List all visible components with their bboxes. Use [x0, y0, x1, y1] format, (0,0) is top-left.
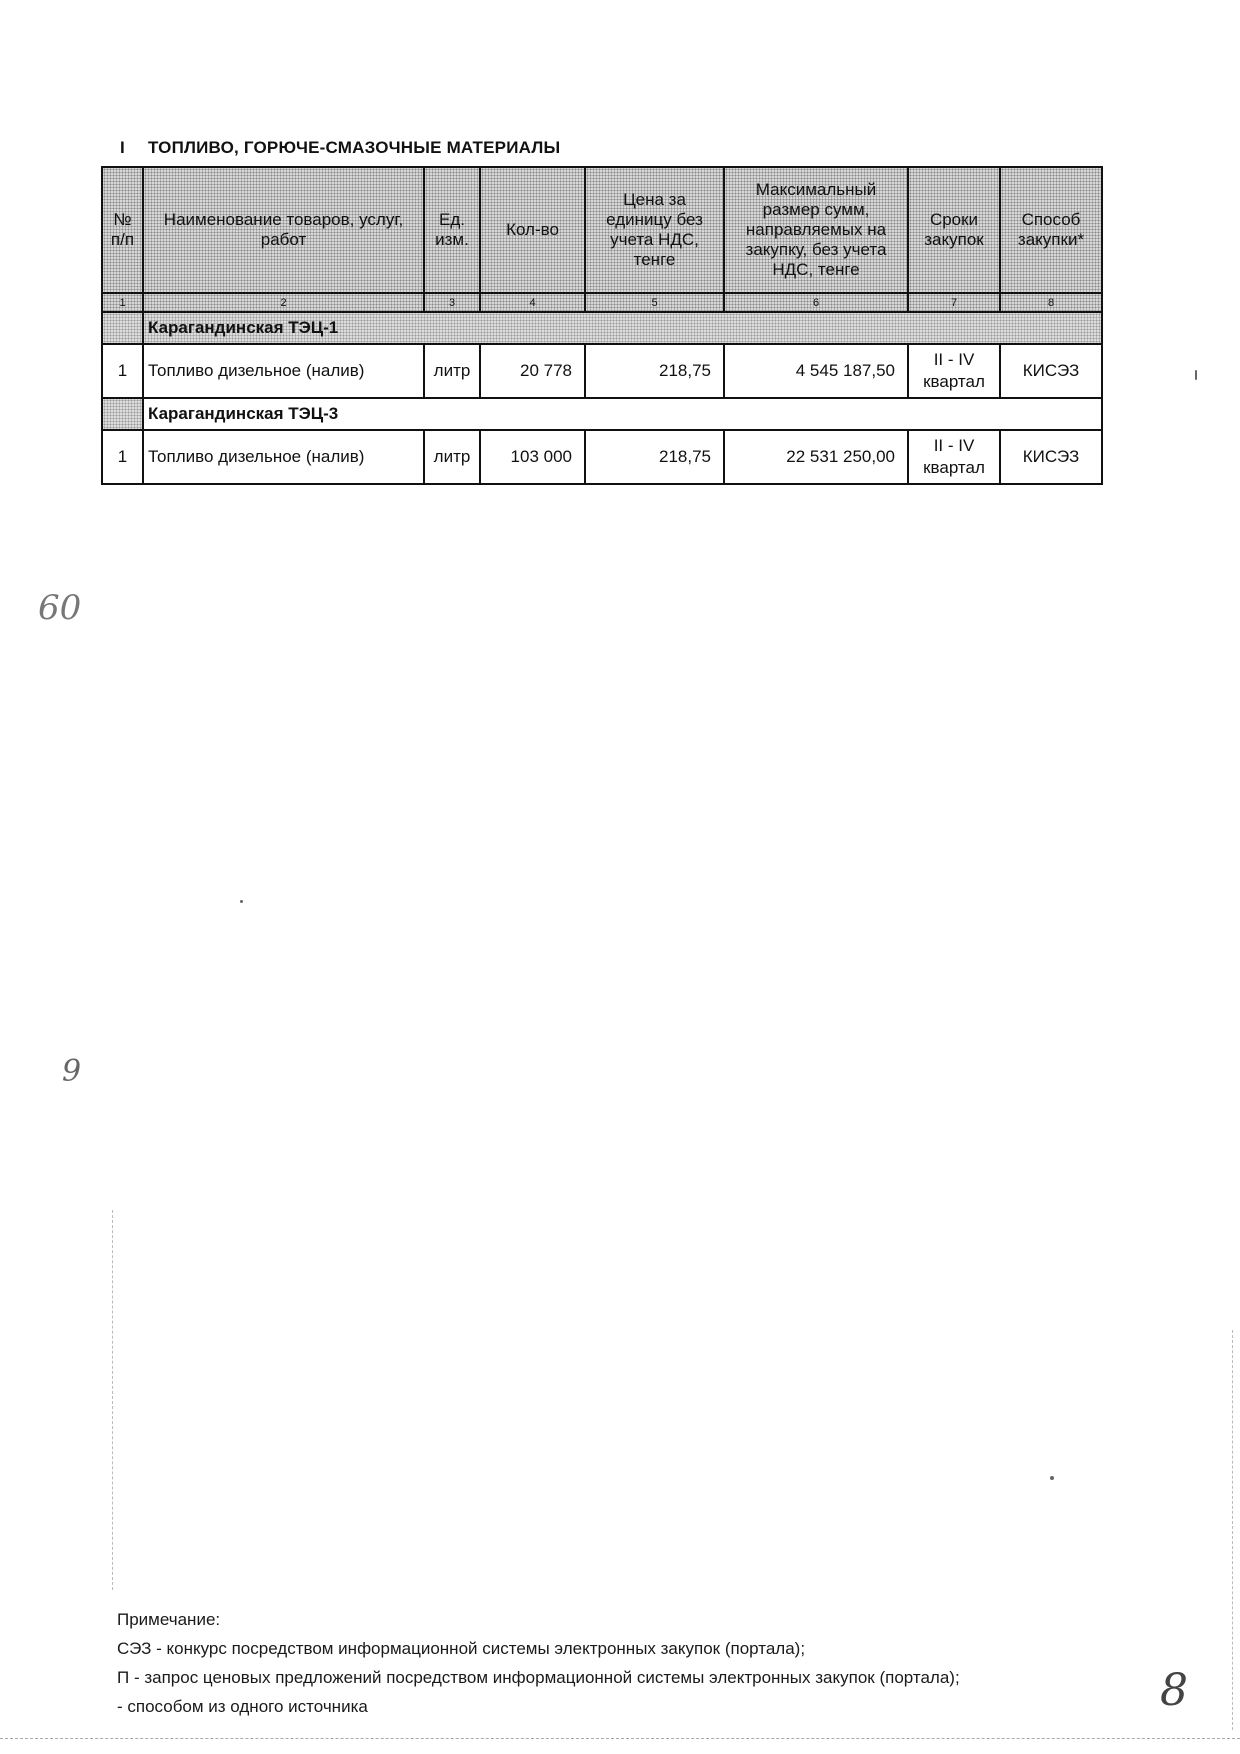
column-number-row — [102, 293, 1102, 312]
row-period-line2: квартал — [923, 458, 985, 477]
header-row — [102, 167, 1102, 293]
handwritten-mark: 9 — [62, 1054, 82, 1089]
row-qty: 103 000 — [480, 430, 585, 484]
group-row — [102, 398, 1102, 430]
column-number: 4 — [480, 293, 585, 312]
row-unit: литр — [424, 344, 480, 398]
group-blank-cell — [102, 312, 143, 344]
group-blank-cell — [102, 398, 143, 430]
row-period-line1: II - IV — [933, 350, 975, 369]
row-period — [908, 344, 1000, 398]
scan-bottom-line — [0, 1738, 1240, 1739]
row-unit: литр — [424, 430, 480, 484]
header-cell-price: Цена за единицу без учета НДС, тенге — [585, 167, 724, 293]
scan-margin-line — [112, 1210, 113, 1590]
column-number: 1 — [102, 293, 143, 312]
row-method: КИСЭЗ — [1000, 344, 1102, 398]
notes-line: СЭЗ - конкурс посредством информационной системы электронных закупок (портала); — [117, 1639, 806, 1658]
header-cell-name: Наименование товаров, услуг, работ — [143, 167, 424, 293]
row-price: 218,75 — [585, 430, 724, 484]
header-cell-qty: Кол-во — [480, 167, 585, 293]
scan-speck — [240, 900, 243, 903]
scan-speck — [1050, 1476, 1054, 1480]
group-label: Карагандинская ТЭЦ-3 — [143, 398, 1102, 430]
column-number: 2 — [143, 293, 424, 312]
header-cell-unit: Ед. изм. — [424, 167, 480, 293]
row-period-line1: II - IV — [933, 436, 975, 455]
table-row — [102, 344, 1102, 398]
column-number: 6 — [724, 293, 908, 312]
header-cell-no: № п/п — [102, 167, 143, 293]
header-cell-period: Сроки закупок — [908, 167, 1000, 293]
notes-heading: Примечание: — [117, 1610, 221, 1629]
section-title — [120, 138, 560, 158]
handwritten-mark: 60 — [38, 588, 82, 628]
section-number: I — [120, 138, 125, 157]
scan-edge-line — [1232, 1330, 1233, 1730]
notes-line: П - запрос ценовых предложений посредством информационной системы электронных закупок (портала); — [117, 1668, 960, 1687]
table-row — [102, 430, 1102, 484]
notes-block — [117, 1605, 960, 1721]
group-row — [102, 312, 1102, 344]
row-period — [908, 430, 1000, 484]
group-label: Карагандинская ТЭЦ-1 — [143, 312, 1102, 344]
column-number: 8 — [1000, 293, 1102, 312]
row-max-sum: 22 531 250,00 — [724, 430, 908, 484]
section-title-text: ТОПЛИВО, ГОРЮЧЕ-СМАЗОЧНЫЕ МАТЕРИАЛЫ — [148, 138, 561, 157]
row-no: 1 — [102, 430, 143, 484]
procurement-table — [101, 166, 1103, 485]
header-cell-max-sum: Максимальный размер сумм, направляемых на закупку, без учета НДС, тенге — [724, 167, 908, 293]
header-cell-method: Способ закупки* — [1000, 167, 1102, 293]
column-number: 5 — [585, 293, 724, 312]
row-method: КИСЭЗ — [1000, 430, 1102, 484]
row-max-sum: 4 545 187,50 — [724, 344, 908, 398]
column-number: 3 — [424, 293, 480, 312]
row-no: 1 — [102, 344, 143, 398]
row-name: Топливо дизельное (налив) — [143, 344, 424, 398]
scan-speck — [1195, 370, 1197, 380]
row-period-line2: квартал — [923, 372, 985, 391]
row-qty: 20 778 — [480, 344, 585, 398]
row-price: 218,75 — [585, 344, 724, 398]
column-number: 7 — [908, 293, 1000, 312]
notes-line: - способом из одного источника — [117, 1697, 368, 1716]
handwritten-page-number: 8 — [1160, 1665, 1188, 1716]
row-name: Топливо дизельное (налив) — [143, 430, 424, 484]
